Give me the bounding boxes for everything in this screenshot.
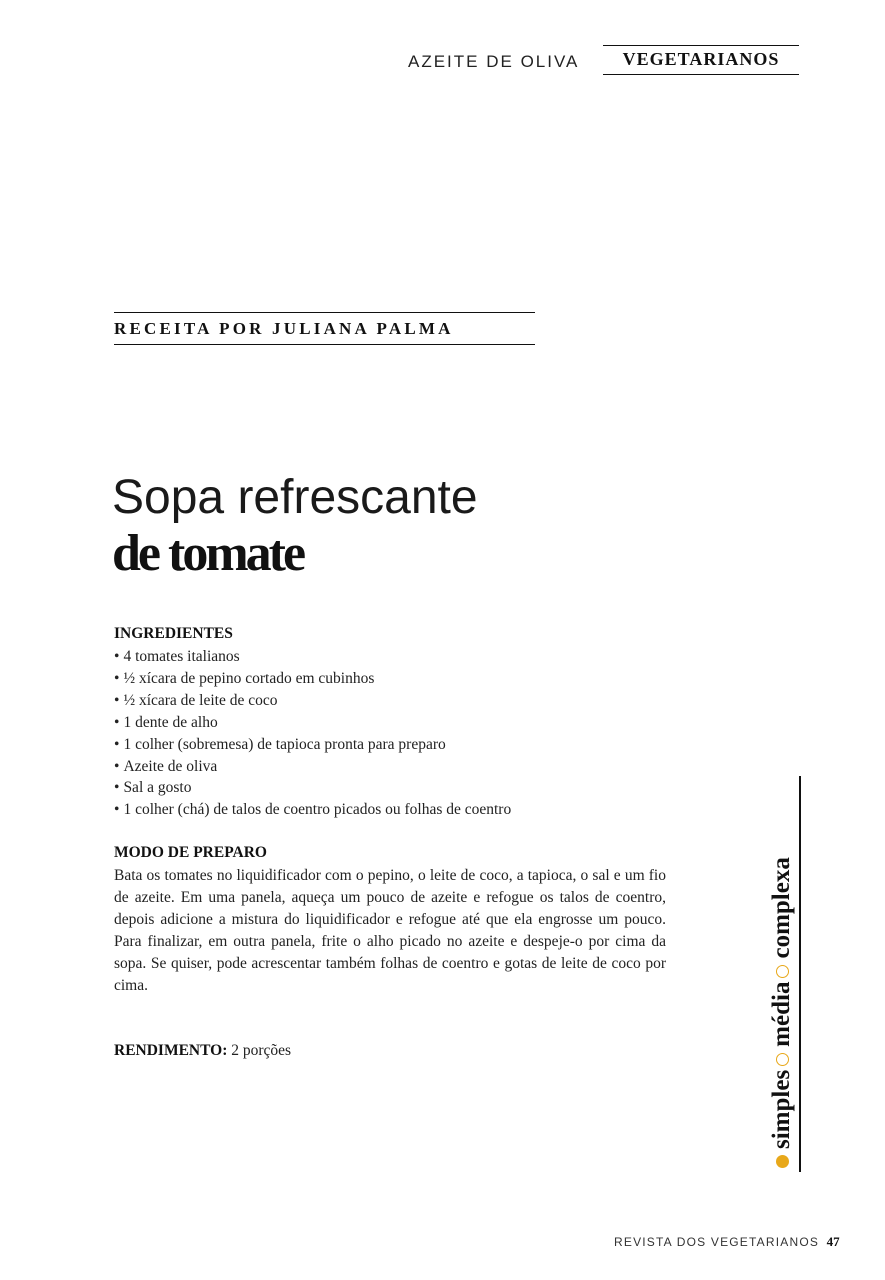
section-label: AZEITE DE OLIVA: [408, 52, 580, 71]
yield: [114, 1040, 291, 1062]
difficulty-level-complexa: complexa: [768, 857, 795, 959]
ingredient-item: • Azeite de oliva: [114, 756, 511, 778]
yield-value: 2 porções: [231, 1042, 292, 1059]
method-text: Bata os tomates no liquidificador com o pepino, o leite de coco, a tapioca, o sal e um fio de azeite. Em uma panela, aqueça um pouco de azeite e refogue os talos de coentro, depois adicione a mistura do liquidificador e refogue até que ela engrosse um pouco. Para finalizar, em outra panela, frite o alho picado no azeite e despeje-o por cima da sopa. Se quiser, pode acrescentar também folhas de coentro e gotas de leite de coco por cima.: [114, 867, 666, 994]
magazine-tag: VEGETARIANOS: [603, 45, 799, 75]
page-number: 47: [826, 1234, 840, 1249]
method-heading: MODO DE PREPARO: [114, 844, 267, 861]
page-footer: [614, 1234, 840, 1250]
yield-label: RENDIMENTO:: [114, 1042, 228, 1059]
empty-circle-icon: [776, 965, 789, 978]
empty-circle-icon: [776, 1053, 789, 1066]
difficulty-level-media: média: [768, 981, 795, 1047]
ingredient-item: • Sal a gosto: [114, 777, 511, 799]
ingredients-heading: INGREDIENTES: [114, 625, 233, 642]
ingredient-item: • ½ xícara de leite de coco: [114, 690, 511, 712]
difficulty-level-simples: simples: [768, 1069, 795, 1149]
recipe-byline: RECEITA POR JULIANA PALMA: [114, 312, 535, 345]
ingredient-item: • 1 colher (chá) de talos de coentro picados ou folhas de coentro: [114, 799, 511, 821]
recipe-title-line1: Sopa refrescante: [112, 471, 478, 524]
ingredient-item: • 4 tomates italianos: [114, 646, 511, 668]
difficulty-levels: [762, 776, 802, 1172]
recipe-title-line2: de tomate: [112, 525, 304, 582]
footer-magazine: REVISTA DOS VEGETARIANOS: [614, 1235, 820, 1249]
ingredient-item: • ½ xícara de pepino cortado em cubinhos: [114, 668, 511, 690]
ingredients-list: [114, 646, 511, 821]
filled-circle-icon: [776, 1155, 789, 1168]
difficulty-scale: [762, 776, 802, 1172]
ingredient-item: • 1 colher (sobremesa) de tapioca pronta para preparo: [114, 734, 511, 756]
ingredient-item: • 1 dente de alho: [114, 712, 511, 734]
